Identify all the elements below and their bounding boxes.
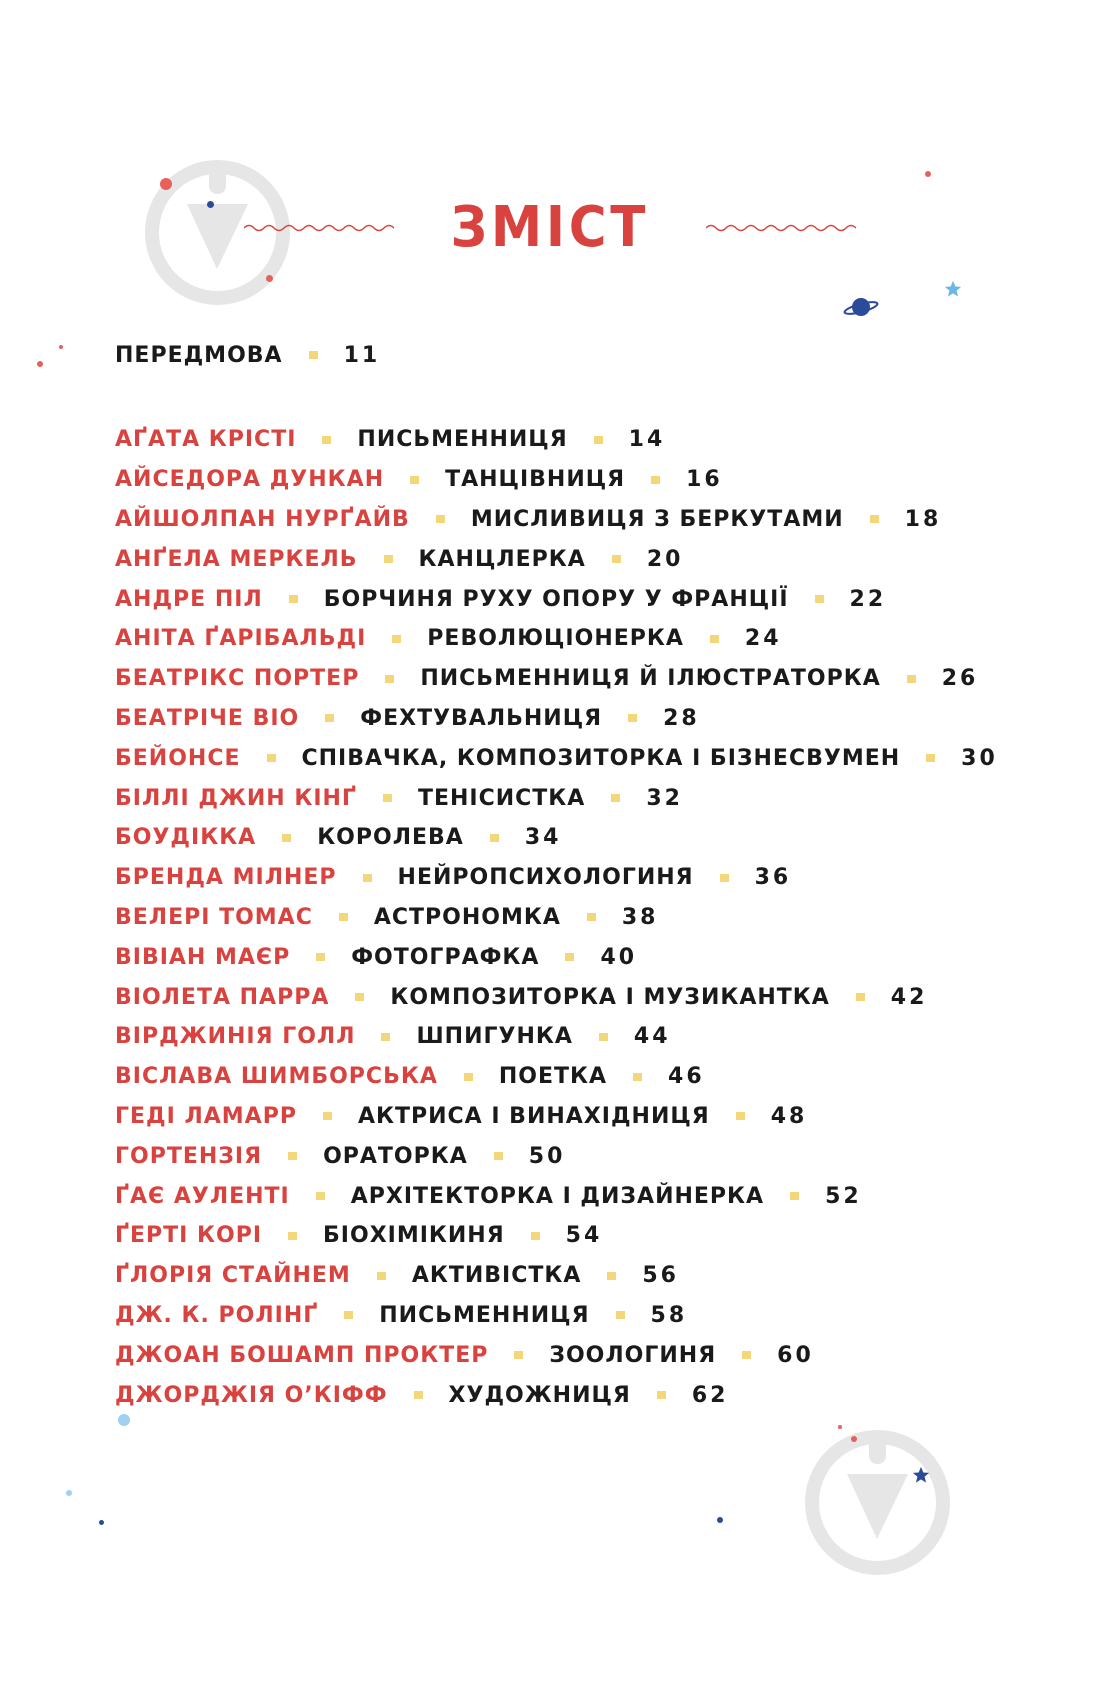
decorative-dot (99, 1520, 104, 1525)
entry-description: АКТИВІСТКА (411, 1263, 582, 1289)
entry-page: 14 (628, 427, 666, 453)
toc-entry[interactable] (115, 539, 1065, 579)
separator-square (464, 1073, 473, 1081)
separator-square (926, 754, 935, 762)
entry-page: 16 (686, 467, 723, 493)
entry-description: ТАНЦІВНИЦЯ (445, 467, 626, 493)
title-row (0, 195, 1100, 260)
toc-entry[interactable] (115, 778, 1065, 818)
separator-square (736, 1112, 745, 1120)
toc-entry[interactable] (115, 1296, 1065, 1336)
separator-square (288, 1152, 297, 1160)
entry-page: 32 (646, 785, 683, 811)
toc-entry[interactable] (115, 898, 1065, 938)
separator-square (790, 1192, 799, 1200)
toc-entry[interactable] (115, 977, 1065, 1017)
separator-square (363, 874, 372, 882)
preface-row[interactable] (115, 340, 1065, 370)
entry-name: АЙШОЛПАН НУРҐАЙВ (115, 506, 410, 532)
entry-name: ГЕДІ ЛАМАРР (115, 1103, 297, 1129)
entry-page: 36 (754, 865, 792, 891)
separator-square (410, 476, 419, 484)
entry-name: БОУДІККА (115, 825, 257, 851)
toc-entry[interactable] (115, 858, 1065, 898)
toc-entries (115, 420, 1065, 1415)
entry-description: ЗООЛОГИНЯ (549, 1342, 717, 1368)
entry-page: 60 (777, 1342, 814, 1368)
entry-description: ПОЕТКА (498, 1064, 608, 1090)
page-title: ЗМІСТ (450, 195, 650, 260)
separator-square (288, 1232, 297, 1240)
separator-square (289, 595, 298, 603)
separator-square (316, 1192, 325, 1200)
separator-square (282, 834, 291, 842)
separator-square (267, 754, 276, 762)
entry-name: ВІСЛАВА ШИМБОРСЬКА (115, 1064, 438, 1090)
star-icon (944, 280, 962, 298)
entry-page: 50 (528, 1143, 566, 1169)
entry-description: АКТРИСА І ВИНАХІДНИЦЯ (357, 1103, 710, 1129)
entry-page: 28 (663, 705, 700, 731)
separator-square (384, 555, 393, 563)
separator-square (594, 436, 603, 444)
entry-description: РЕВОЛЮЦІОНЕРКА (427, 626, 684, 652)
entry-description: ТЕНІСИСТКА (417, 785, 586, 811)
separator-square (494, 1152, 503, 1160)
entry-description: ОРАТОРКА (323, 1143, 468, 1169)
entry-description: ПИСЬМЕННИЦЯ Й ІЛЮСТРАТОРКА (420, 666, 881, 692)
entry-name: ҐЕРТІ КОРІ (115, 1223, 263, 1249)
separator-square (383, 794, 392, 802)
separator-square (720, 874, 729, 882)
decorative-dot (838, 1425, 842, 1429)
entry-name: БРЕНДА МІЛНЕР (115, 865, 337, 891)
entry-description: АРХІТЕКТОРКА І ДИЗАЙНЕРКА (350, 1183, 765, 1209)
entry-name: ДЖОРДЖІЯ О’КІФФ (115, 1382, 388, 1408)
entry-description: ПИСЬМЕННИЦЯ (379, 1302, 590, 1328)
entry-description: ШПИГУНКА (416, 1024, 573, 1050)
entry-name: АНДРЕ ПІЛ (115, 586, 263, 612)
preface-page: 11 (343, 342, 381, 368)
decorative-dot (59, 345, 63, 349)
toc-entry[interactable] (115, 1216, 1065, 1256)
separator-square (339, 913, 348, 921)
separator-square (587, 913, 596, 921)
toc-entry[interactable] (115, 1136, 1065, 1176)
decorative-dot (160, 178, 172, 190)
entry-description: АСТРОНОМКА (373, 904, 561, 930)
entry-page: 46 (668, 1064, 705, 1090)
entry-name: БЕАТРІЧЕ ВІО (115, 705, 300, 731)
separator-square (381, 1033, 390, 1041)
toc-entry[interactable] (115, 460, 1065, 500)
table-of-contents (115, 340, 1065, 1415)
separator-square (531, 1232, 540, 1240)
star-icon (912, 1466, 930, 1484)
entry-name: ДЖ. К. РОЛІНҐ (115, 1302, 319, 1328)
separator-square (322, 436, 331, 444)
decorative-dot (717, 1517, 723, 1523)
entry-name: ВІРДЖИНІЯ ГОЛЛ (115, 1024, 356, 1050)
separator-square (316, 953, 325, 961)
toc-entry[interactable] (115, 1375, 1065, 1415)
decorative-dot (851, 1436, 857, 1442)
entry-description: КАНЦЛЕРКА (418, 546, 586, 572)
separator-square (616, 1311, 625, 1319)
entry-page: 48 (770, 1103, 808, 1129)
separator-square (414, 1391, 423, 1399)
entry-page: 52 (825, 1183, 862, 1209)
entry-name: БЕАТРІКС ПОРТЕР (115, 666, 360, 692)
separator-square (815, 595, 824, 603)
toc-entry[interactable] (115, 937, 1065, 977)
decorative-dot (37, 361, 43, 367)
entry-name: АЙСЕДОРА ДУНКАН (115, 467, 385, 493)
entry-page: 54 (565, 1223, 603, 1249)
decorative-dot (118, 1414, 130, 1426)
entry-description: КОМПОЗИТОРКА І МУЗИКАНТКА (390, 984, 830, 1010)
separator-square (377, 1272, 386, 1280)
separator-square (612, 555, 621, 563)
entry-name: АҐАТА КРІСТІ (115, 427, 297, 453)
separator-square (907, 675, 916, 683)
separator-square (856, 993, 865, 1001)
toc-entry[interactable] (115, 579, 1065, 619)
entry-name: ВІВІАН МАЄР (115, 944, 291, 970)
separator-square (651, 476, 660, 484)
separator-square (514, 1351, 523, 1359)
toc-entry[interactable] (115, 1256, 1065, 1296)
separator-square (628, 714, 637, 722)
separator-square (392, 635, 401, 643)
separator-square (611, 794, 620, 802)
entry-page: 20 (646, 546, 684, 572)
entry-page: 44 (633, 1024, 671, 1050)
toc-entry[interactable] (115, 1017, 1065, 1057)
entry-description: ХУДОЖНИЦЯ (448, 1382, 631, 1408)
toc-entry[interactable] (115, 738, 1065, 778)
entry-description: БОРЧИНЯ РУХУ ОПОРУ У ФРАНЦІЇ (323, 586, 789, 612)
wavy-line-icon (706, 221, 856, 235)
entry-page: 40 (600, 944, 638, 970)
separator-square (355, 993, 364, 1001)
separator-square (490, 834, 499, 842)
toc-entry[interactable] (115, 619, 1065, 659)
entry-name: АНҐЕЛА МЕРКЕЛЬ (115, 546, 358, 572)
entry-name: ҐЛОРІЯ СТАЙНЕМ (115, 1263, 351, 1289)
separator-square (607, 1272, 616, 1280)
toc-entry[interactable] (115, 818, 1065, 858)
entry-page: 56 (642, 1263, 679, 1289)
entry-page: 34 (524, 825, 562, 851)
entry-name: ВІОЛЕТА ПАРРА (115, 984, 330, 1010)
entry-description: ФОТОГРАФКА (351, 944, 540, 970)
separator-square (344, 1311, 353, 1319)
entry-page: 58 (650, 1302, 688, 1328)
entry-page: 18 (904, 506, 942, 532)
entry-description: ФЕХТУВАЛЬНИЦЯ (360, 705, 603, 731)
entry-page: 26 (941, 666, 979, 692)
toc-entry[interactable] (115, 500, 1065, 540)
separator-square (870, 515, 879, 523)
decorative-dot (925, 171, 931, 177)
entry-page: 42 (890, 984, 928, 1010)
entry-description: КОРОЛЕВА (317, 825, 464, 851)
entry-name: БЕЙОНСЕ (115, 745, 241, 771)
decorative-dot (266, 275, 273, 282)
entry-page: 22 (849, 586, 887, 612)
separator-square (710, 635, 719, 643)
entry-name: ГОРТЕНЗІЯ (115, 1143, 263, 1169)
separator-square (742, 1351, 751, 1359)
entry-page: 24 (744, 626, 782, 652)
toc-entry[interactable] (115, 1057, 1065, 1097)
entry-page: 30 (961, 745, 998, 771)
separator-square (599, 1033, 608, 1041)
entry-name: БІЛЛІ ДЖИН КІНҐ (115, 785, 357, 811)
separator-square (565, 953, 574, 961)
preface-label: ПЕРЕДМОВА (115, 342, 283, 368)
entry-description: ПИСЬМЕННИЦЯ (357, 427, 568, 453)
separator-square (633, 1073, 642, 1081)
separator-square (657, 1391, 666, 1399)
entry-description: СПІВАЧКА, КОМПОЗИТОРКА І БІЗНЕСВУМЕН (301, 745, 901, 771)
entry-description: НЕЙРОПСИХОЛОГИНЯ (397, 865, 694, 891)
entry-name: АНІТА ҐАРІБАЛЬДІ (115, 626, 367, 652)
separator-square (325, 714, 334, 722)
entry-description: МИСЛИВИЦЯ З БЕРКУТАМИ (470, 506, 844, 532)
separator-square (309, 351, 318, 359)
entry-description: БІОХІМІКИНЯ (323, 1223, 505, 1249)
entry-name: ҐАЄ АУЛЕНТІ (115, 1183, 290, 1209)
wavy-line-icon (244, 221, 394, 235)
entry-page: 38 (621, 904, 659, 930)
toc-entry[interactable] (115, 420, 1065, 460)
toc-entry[interactable] (115, 1097, 1065, 1137)
decorative-dot (66, 1490, 72, 1496)
entry-name: ВЕЛЕРІ ТОМАС (115, 904, 313, 930)
separator-square (436, 515, 445, 523)
toc-entry[interactable] (115, 1176, 1065, 1216)
separator-square (323, 1112, 332, 1120)
download-watermark-icon (805, 1430, 950, 1575)
toc-entry[interactable] (115, 699, 1065, 739)
planet-icon (843, 294, 879, 320)
separator-square (385, 675, 394, 683)
entry-page: 62 (691, 1382, 729, 1408)
entry-name: ДЖОАН БОШАМП ПРОКТЕР (115, 1342, 489, 1368)
toc-entry[interactable] (115, 659, 1065, 699)
toc-entry[interactable] (115, 1335, 1065, 1375)
